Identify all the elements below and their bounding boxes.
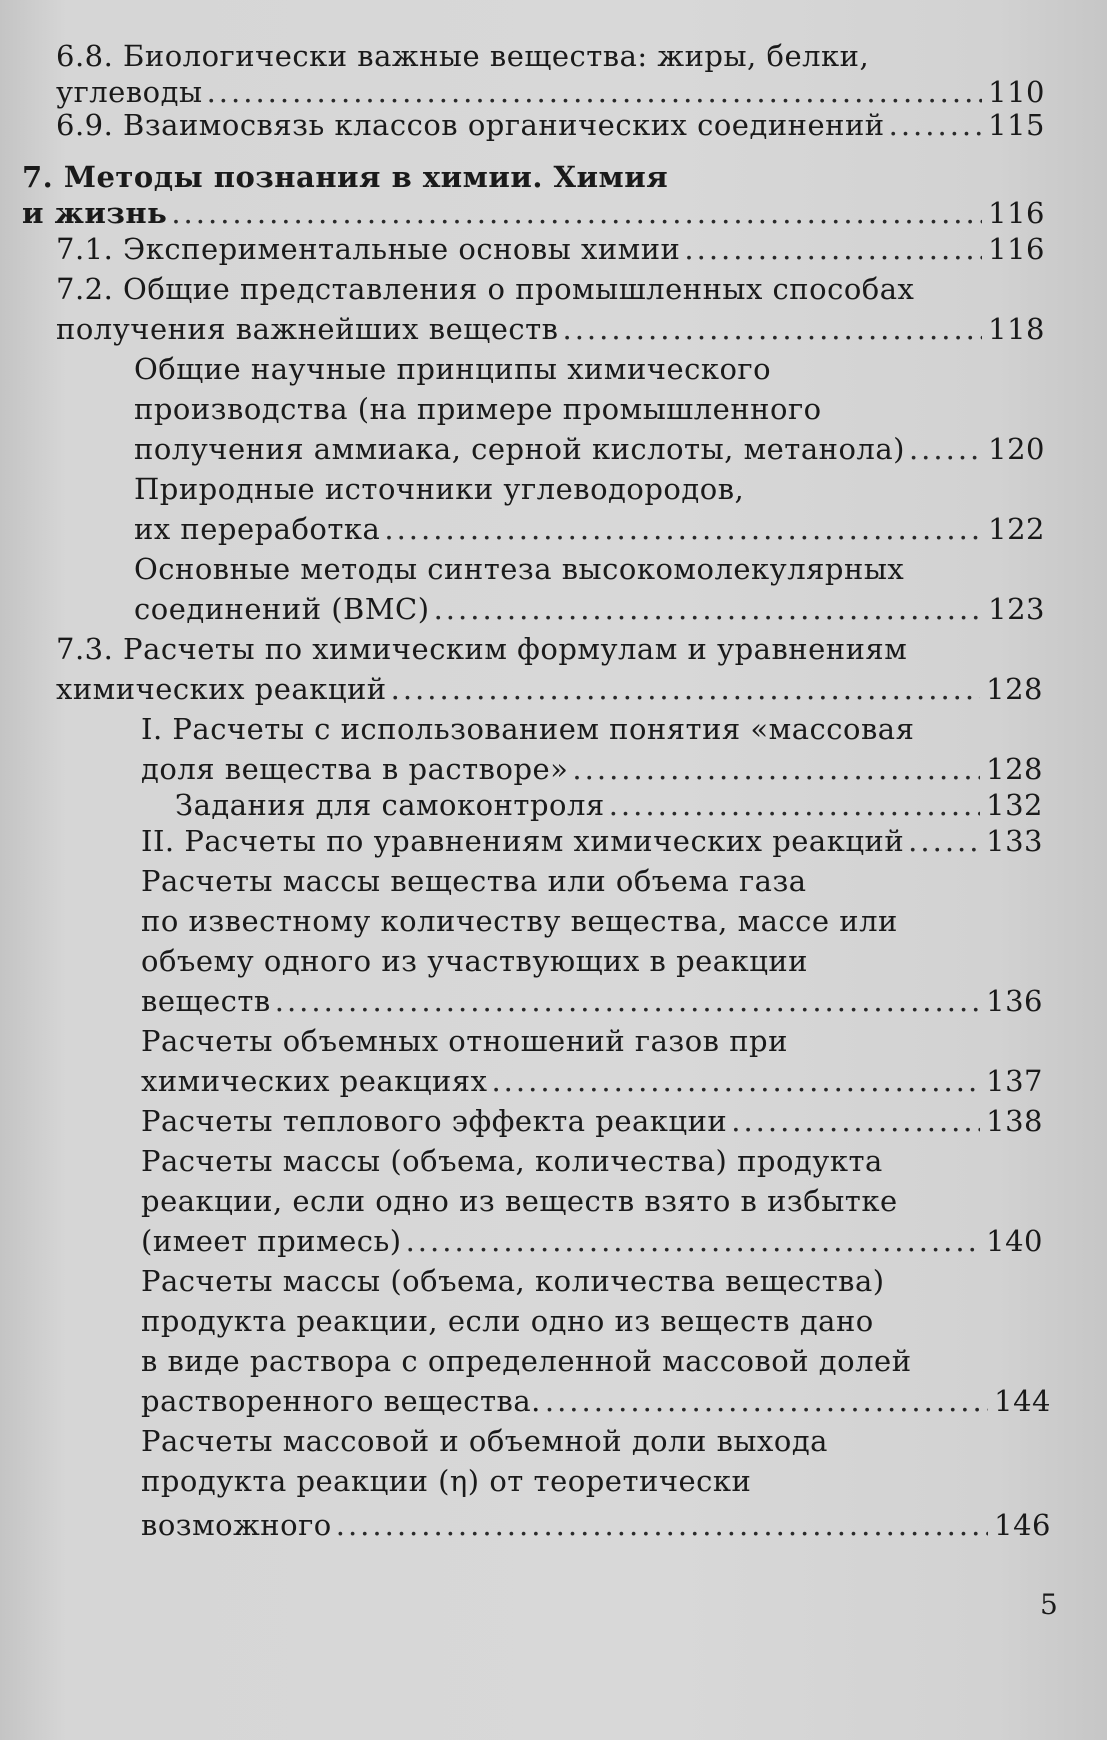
toc-entry-text: Природные источники углеводородов, [134,472,745,506]
toc-entry-text: Основные методы синтеза высокомолекулярных [134,552,905,586]
toc-entry-text: 6.8. Биологически важные вещества: жиры, белки, [56,39,870,73]
toc-line [0,1101,1043,1141]
toc-line [0,36,1045,76]
toc-section-heading [0,193,1045,233]
toc-entry-text: Задания для самоконтроля [175,788,605,822]
toc-page-number: 138 [986,1104,1043,1138]
toc-line [0,861,1043,901]
toc-line [0,1505,1051,1545]
toc-entry-text: 7.2. Общие представления о промышленных способах [56,272,915,306]
toc-line [0,1061,1043,1101]
toc-entry-text: соединений (ВМС) [134,592,430,626]
leader-dots [572,749,980,789]
toc-entry-text: по известному количеству вещества, массе или [141,904,898,938]
toc-entry-text: I. Расчеты с использованием понятия «массовая [141,712,915,746]
toc-page-number: 128 [986,752,1043,786]
toc-entry-text: 6.9. Взаимосвязь классов органических соединений [56,108,885,142]
toc-line [0,1381,1051,1421]
toc-entry-text: Расчеты массовой и объемной доли выхода [141,1424,828,1458]
leader-dots [406,1221,981,1261]
page-number: 5 [1040,1588,1058,1621]
toc-entry-text: Расчеты массы (объема, количества) продукта [141,1144,883,1178]
toc-line [0,941,1043,981]
toc-page-number: 123 [988,592,1045,626]
leader-dots [889,105,983,145]
toc-line [0,389,1045,429]
toc-line [0,1021,1043,1061]
toc-entry-text: Расчеты массы вещества или объема газа [141,864,807,898]
toc-entry-text: 7.3. Расчеты по химическим формулам и уравнениям [56,632,908,666]
toc-entry-text: 7.1. Экспериментальные основы химии [56,232,681,266]
toc-page-number: 133 [986,824,1043,858]
toc-entry-text: и жизнь [22,196,168,230]
toc-entry-text: производства (на примере промышленного [134,392,822,426]
toc-line [0,509,1045,549]
toc-line [0,629,1043,669]
toc-entry-text: получения аммиака, серной кислоты, метанола) [134,432,905,466]
toc-line [0,981,1043,1021]
toc-page-number: 144 [994,1384,1051,1418]
toc-entry-text: Расчеты массы (объема, количества вещества) [141,1264,885,1298]
leader-dots [684,229,982,269]
toc-page-number: 120 [988,432,1045,466]
toc-entry-text: 7. Методы познания в химии. Химия [22,160,669,194]
toc-page-number: 122 [988,512,1045,546]
toc-line [0,669,1043,709]
toc-page-number: 128 [986,672,1043,706]
toc-entry-text: продукта реакции (η) от теоретически [141,1464,752,1498]
toc-entry-text: веществ [141,984,271,1018]
toc-entry-text: химических реакциях [141,1064,488,1098]
toc-entry-text: в виде раствора с определенной массовой долей [141,1344,912,1378]
toc-page-number: 136 [986,984,1043,1018]
toc-entry-text: продукта реакции, если одно из веществ дано [141,1304,874,1338]
toc-entry-text: их переработка [134,512,381,546]
toc-page-number: 132 [986,788,1043,822]
toc-entry-text: углеводы [56,75,203,109]
leader-dots [491,1061,980,1101]
toc-entry-text: возможного [141,1508,332,1542]
toc-line [0,1341,1051,1381]
toc-line [0,1461,1051,1501]
toc-line [0,1301,1051,1341]
toc-line [0,589,1045,629]
toc-entry-text: химических реакций [56,672,387,706]
toc-line [0,1261,1051,1301]
toc-page-number: 118 [988,312,1045,346]
toc-line [0,269,1045,309]
toc-entry-text: Расчеты теплового эффекта реакции [141,1104,728,1138]
leader-dots [562,309,982,349]
toc-page-number: 146 [994,1508,1051,1542]
toc-entry-text: Общие научные принципы химического [134,352,772,386]
toc-line [0,549,1045,589]
toc-page-number: 137 [986,1064,1043,1098]
toc-entry-text: реакции, если одно из веществ взято в избытке [141,1184,898,1218]
toc-page-number: 110 [988,75,1045,109]
toc-entry-text: получения важнейших веществ [56,312,559,346]
toc-entry-text: объему одного из участвующих в реакции [141,944,809,978]
toc-entry-text: II. Расчеты по уравнениям химических реакций [141,824,905,858]
toc-entry-text: Расчеты объемных отношений газов при [141,1024,788,1058]
toc-entry-text: растворенного вещества. [141,1384,541,1418]
toc-line [0,901,1043,941]
table-of-contents [0,36,1107,1545]
toc-line [0,1141,1043,1181]
leader-dots [434,589,983,629]
leader-dots [908,821,980,861]
toc-entry-text: (имеет примесь) [141,1224,402,1258]
leader-dots [909,429,982,469]
toc-page-number: 116 [988,196,1045,230]
toc-line [0,1221,1043,1261]
toc-line [0,821,1043,861]
toc-line [0,1181,1043,1221]
leader-dots [545,1381,988,1421]
toc-line [0,105,1045,145]
toc-page-number: 140 [986,1224,1043,1258]
leader-dots [275,981,980,1021]
toc-line [0,469,1045,509]
toc-line [0,429,1045,469]
toc-entry-text: доля вещества в растворе» [141,752,569,786]
toc-line [0,309,1045,349]
toc-line [0,229,1045,269]
toc-section-heading [0,157,1045,197]
toc-page-number: 115 [988,108,1045,142]
toc-line [0,709,1043,749]
leader-dots [171,193,982,233]
toc-page-number: 116 [988,232,1045,266]
toc-line [0,785,1043,825]
toc-line [0,749,1043,789]
leader-dots [336,1505,988,1545]
leader-dots [609,785,980,825]
toc-line [0,1421,1051,1461]
leader-dots [384,509,982,549]
leader-dots [731,1101,980,1141]
leader-dots [391,669,981,709]
toc-line [0,349,1045,389]
